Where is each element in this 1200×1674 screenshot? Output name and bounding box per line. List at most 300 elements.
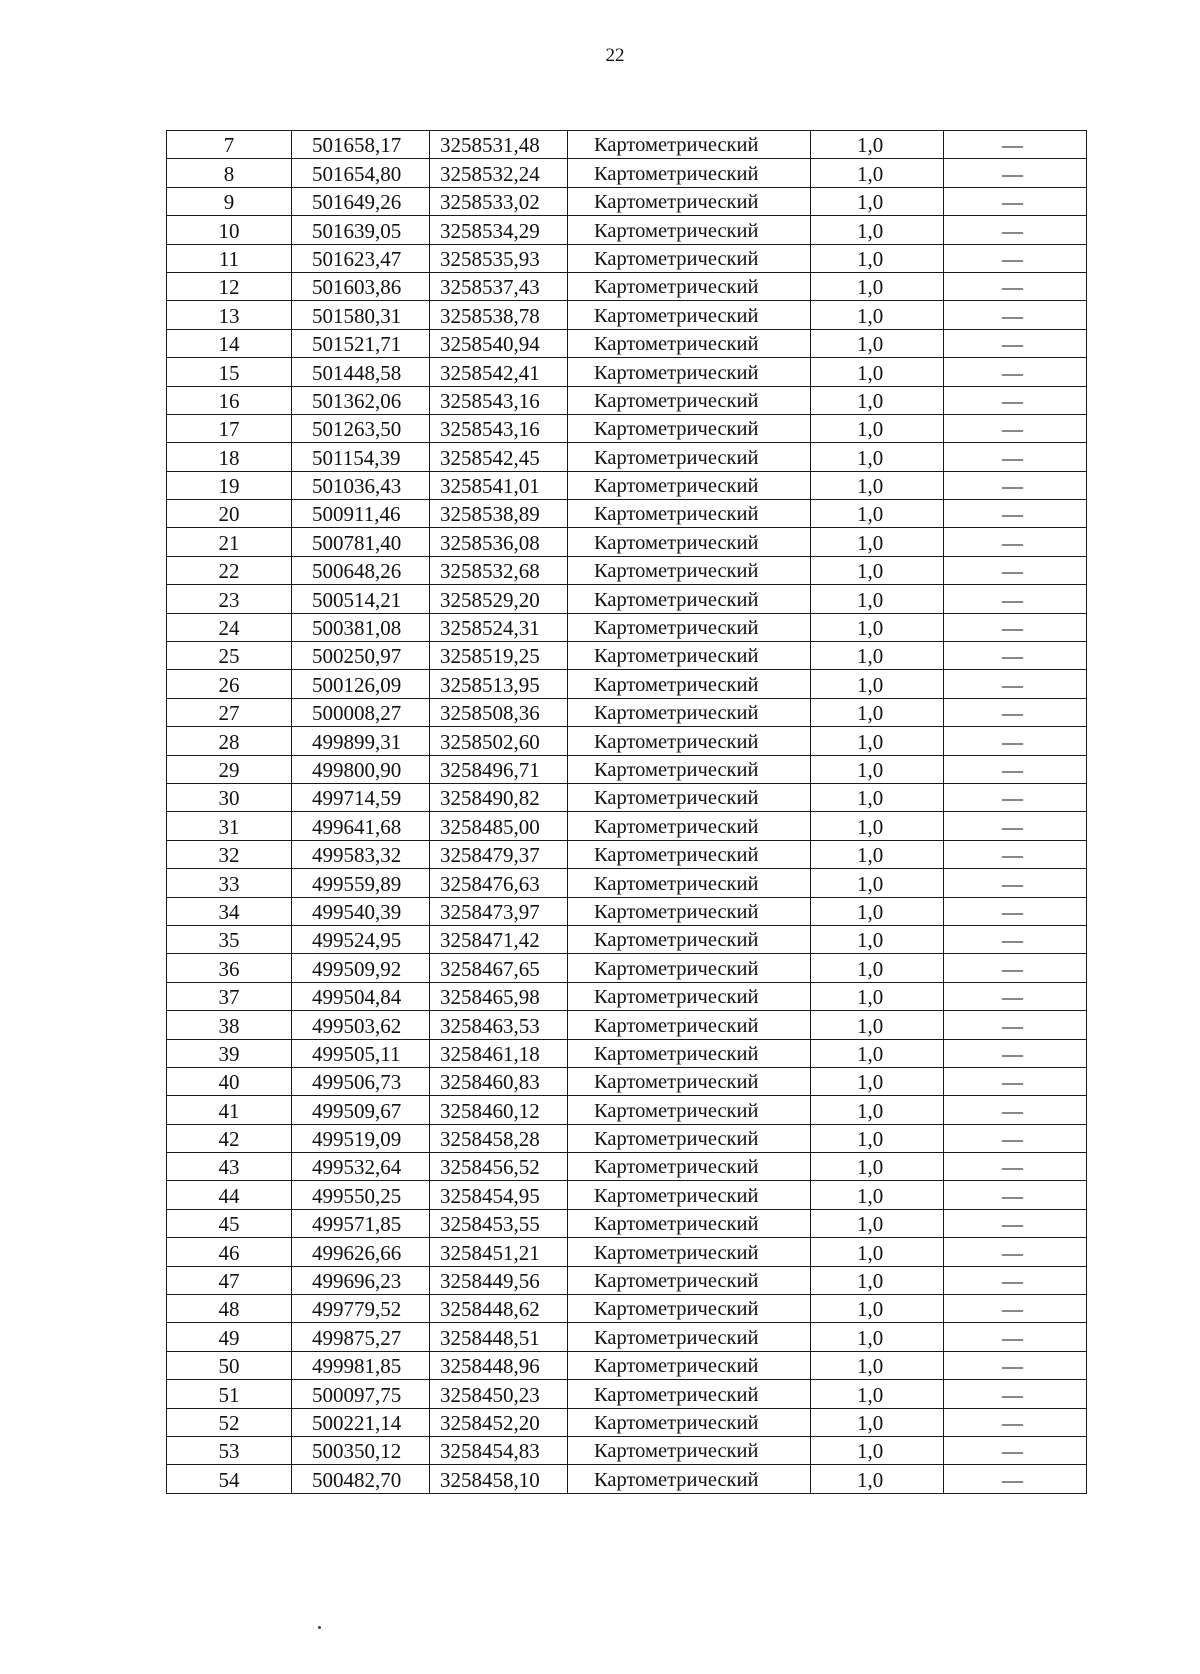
cell-coordinate-y: 3258449,56 <box>430 1266 568 1294</box>
cell-coordinate-y: 3258473,97 <box>430 897 568 925</box>
cell-accuracy: 1,0 <box>811 585 944 613</box>
cell-method: Картометрический <box>568 500 811 528</box>
cell-accuracy: 1,0 <box>811 1011 944 1039</box>
cell-point-number: 13 <box>167 301 292 329</box>
cell-method: Картометрический <box>568 414 811 442</box>
cell-point-number: 18 <box>167 443 292 471</box>
cell-coordinate-y: 3258531,48 <box>430 131 568 159</box>
table-row <box>167 982 1087 1010</box>
cell-coordinate-y: 3258460,83 <box>430 1067 568 1095</box>
cell-coordinate-x: 500221,14 <box>292 1408 430 1436</box>
cell-point-number: 46 <box>167 1238 292 1266</box>
table-row <box>167 642 1087 670</box>
table-row <box>167 1295 1087 1323</box>
table-row <box>167 670 1087 698</box>
cell-coordinate-x: 499875,27 <box>292 1323 430 1351</box>
cell-accuracy: 1,0 <box>811 670 944 698</box>
coordinates-table-body <box>167 131 1087 1494</box>
table-row <box>167 1436 1087 1464</box>
table-row <box>167 1011 1087 1039</box>
table-row <box>167 244 1087 272</box>
table-row <box>167 1266 1087 1294</box>
cell-description: — <box>944 642 1087 670</box>
cell-description: — <box>944 1238 1087 1266</box>
cell-description: — <box>944 1124 1087 1152</box>
cell-accuracy: 1,0 <box>811 1039 944 1067</box>
cell-point-number: 39 <box>167 1039 292 1067</box>
cell-coordinate-y: 3258471,42 <box>430 925 568 953</box>
cell-coordinate-y: 3258452,20 <box>430 1408 568 1436</box>
cell-accuracy: 1,0 <box>811 1238 944 1266</box>
cell-point-number: 41 <box>167 1096 292 1124</box>
cell-accuracy: 1,0 <box>811 1209 944 1237</box>
cell-point-number: 14 <box>167 329 292 357</box>
cell-accuracy: 1,0 <box>811 1295 944 1323</box>
cell-point-number: 9 <box>167 187 292 215</box>
cell-coordinate-x: 501649,26 <box>292 187 430 215</box>
cell-description: — <box>944 500 1087 528</box>
cell-coordinate-x: 501448,58 <box>292 358 430 386</box>
cell-coordinate-y: 3258490,82 <box>430 783 568 811</box>
cell-point-number: 47 <box>167 1266 292 1294</box>
cell-accuracy: 1,0 <box>811 897 944 925</box>
cell-method: Картометрический <box>568 1039 811 1067</box>
table-row <box>167 1323 1087 1351</box>
cell-coordinate-y: 3258450,23 <box>430 1380 568 1408</box>
cell-point-number: 16 <box>167 386 292 414</box>
table-row <box>167 727 1087 755</box>
cell-point-number: 34 <box>167 897 292 925</box>
cell-accuracy: 1,0 <box>811 216 944 244</box>
cell-description: — <box>944 840 1087 868</box>
cell-description: — <box>944 1067 1087 1095</box>
table-row <box>167 1209 1087 1237</box>
cell-method: Картометрический <box>568 1067 811 1095</box>
coordinates-table <box>166 130 1087 1494</box>
cell-description: — <box>944 954 1087 982</box>
cell-point-number: 19 <box>167 471 292 499</box>
cell-description: — <box>944 1011 1087 1039</box>
table-row <box>167 358 1087 386</box>
cell-coordinate-x: 501521,71 <box>292 329 430 357</box>
cell-method: Картометрический <box>568 1096 811 1124</box>
cell-coordinate-y: 3258519,25 <box>430 642 568 670</box>
cell-description: — <box>944 471 1087 499</box>
cell-description: — <box>944 1153 1087 1181</box>
cell-accuracy: 1,0 <box>811 301 944 329</box>
cell-coordinate-y: 3258540,94 <box>430 329 568 357</box>
cell-coordinate-x: 500381,08 <box>292 613 430 641</box>
table-row <box>167 414 1087 442</box>
cell-accuracy: 1,0 <box>811 613 944 641</box>
cell-point-number: 21 <box>167 528 292 556</box>
cell-coordinate-x: 499504,84 <box>292 982 430 1010</box>
cell-coordinate-x: 499532,64 <box>292 1153 430 1181</box>
cell-method: Картометрический <box>568 131 811 159</box>
cell-method: Картометрический <box>568 187 811 215</box>
cell-description: — <box>944 244 1087 272</box>
table-row <box>167 301 1087 329</box>
cell-point-number: 24 <box>167 613 292 641</box>
cell-description: — <box>944 131 1087 159</box>
cell-point-number: 15 <box>167 358 292 386</box>
table-row <box>167 556 1087 584</box>
cell-description: — <box>944 386 1087 414</box>
cell-coordinate-y: 3258476,63 <box>430 869 568 897</box>
cell-description: — <box>944 1096 1087 1124</box>
cell-coordinate-x: 499559,89 <box>292 869 430 897</box>
cell-accuracy: 1,0 <box>811 925 944 953</box>
cell-description: — <box>944 301 1087 329</box>
cell-coordinate-x: 499571,85 <box>292 1209 430 1237</box>
cell-point-number: 11 <box>167 244 292 272</box>
table-row <box>167 471 1087 499</box>
cell-description: — <box>944 670 1087 698</box>
cell-coordinate-x: 500648,26 <box>292 556 430 584</box>
cell-accuracy: 1,0 <box>811 244 944 272</box>
cell-coordinate-y: 3258456,52 <box>430 1153 568 1181</box>
cell-method: Картометрический <box>568 1238 811 1266</box>
cell-accuracy: 1,0 <box>811 812 944 840</box>
cell-accuracy: 1,0 <box>811 1465 944 1493</box>
cell-description: — <box>944 1465 1087 1493</box>
cell-coordinate-x: 500482,70 <box>292 1465 430 1493</box>
table-row <box>167 131 1087 159</box>
cell-accuracy: 1,0 <box>811 272 944 300</box>
cell-description: — <box>944 159 1087 187</box>
table-row <box>167 869 1087 897</box>
table-row <box>167 1153 1087 1181</box>
cell-method: Картометрический <box>568 1408 811 1436</box>
cell-method: Картометрический <box>568 698 811 726</box>
cell-method: Картометрический <box>568 982 811 1010</box>
cell-coordinate-x: 500350,12 <box>292 1436 430 1464</box>
cell-method: Картометрический <box>568 1380 811 1408</box>
cell-method: Картометрический <box>568 1153 811 1181</box>
cell-description: — <box>944 414 1087 442</box>
table-row <box>167 443 1087 471</box>
cell-coordinate-y: 3258535,93 <box>430 244 568 272</box>
cell-method: Картометрический <box>568 642 811 670</box>
cell-accuracy: 1,0 <box>811 840 944 868</box>
cell-method: Картометрический <box>568 840 811 868</box>
cell-coordinate-x: 499626,66 <box>292 1238 430 1266</box>
cell-accuracy: 1,0 <box>811 414 944 442</box>
cell-coordinate-y: 3258508,36 <box>430 698 568 726</box>
cell-point-number: 8 <box>167 159 292 187</box>
cell-description: — <box>944 329 1087 357</box>
cell-method: Картометрический <box>568 897 811 925</box>
cell-accuracy: 1,0 <box>811 1124 944 1152</box>
cell-coordinate-y: 3258458,10 <box>430 1465 568 1493</box>
cell-method: Картометрический <box>568 1124 811 1152</box>
cell-coordinate-y: 3258485,00 <box>430 812 568 840</box>
cell-point-number: 22 <box>167 556 292 584</box>
cell-coordinate-y: 3258453,55 <box>430 1209 568 1237</box>
cell-description: — <box>944 727 1087 755</box>
cell-accuracy: 1,0 <box>811 528 944 556</box>
cell-coordinate-y: 3258451,21 <box>430 1238 568 1266</box>
cell-accuracy: 1,0 <box>811 783 944 811</box>
cell-description: — <box>944 187 1087 215</box>
table-row <box>167 755 1087 783</box>
cell-coordinate-y: 3258529,20 <box>430 585 568 613</box>
cell-coordinate-x: 499899,31 <box>292 727 430 755</box>
cell-coordinate-x: 499524,95 <box>292 925 430 953</box>
table-row <box>167 1181 1087 1209</box>
table-row <box>167 1067 1087 1095</box>
table-row <box>167 925 1087 953</box>
table-row <box>167 1380 1087 1408</box>
cell-method: Картометрический <box>568 244 811 272</box>
cell-accuracy: 1,0 <box>811 1351 944 1379</box>
table-row <box>167 1465 1087 1493</box>
cell-description: — <box>944 358 1087 386</box>
cell-method: Картометрический <box>568 1323 811 1351</box>
cell-description: — <box>944 812 1087 840</box>
cell-coordinate-y: 3258538,89 <box>430 500 568 528</box>
table-row <box>167 812 1087 840</box>
cell-accuracy: 1,0 <box>811 187 944 215</box>
cell-coordinate-y: 3258458,28 <box>430 1124 568 1152</box>
cell-coordinate-x: 499509,92 <box>292 954 430 982</box>
cell-point-number: 50 <box>167 1351 292 1379</box>
cell-description: — <box>944 1436 1087 1464</box>
cell-coordinate-x: 499503,62 <box>292 1011 430 1039</box>
cell-description: — <box>944 1323 1087 1351</box>
cell-coordinate-x: 501263,50 <box>292 414 430 442</box>
cell-accuracy: 1,0 <box>811 1266 944 1294</box>
cell-point-number: 32 <box>167 840 292 868</box>
cell-coordinate-x: 499641,68 <box>292 812 430 840</box>
cell-coordinate-y: 3258463,53 <box>430 1011 568 1039</box>
cell-coordinate-x: 499696,23 <box>292 1266 430 1294</box>
cell-coordinate-y: 3258479,37 <box>430 840 568 868</box>
cell-description: — <box>944 982 1087 1010</box>
cell-coordinate-x: 499714,59 <box>292 783 430 811</box>
cell-coordinate-x: 501154,39 <box>292 443 430 471</box>
table-row <box>167 329 1087 357</box>
cell-coordinate-y: 3258534,29 <box>430 216 568 244</box>
cell-coordinate-y: 3258454,83 <box>430 1436 568 1464</box>
cell-method: Картометрический <box>568 386 811 414</box>
cell-point-number: 36 <box>167 954 292 982</box>
cell-method: Картометрический <box>568 301 811 329</box>
cell-description: — <box>944 613 1087 641</box>
cell-point-number: 51 <box>167 1380 292 1408</box>
cell-coordinate-x: 499519,09 <box>292 1124 430 1152</box>
cell-coordinate-x: 501036,43 <box>292 471 430 499</box>
cell-coordinate-y: 3258454,95 <box>430 1181 568 1209</box>
table-row <box>167 1408 1087 1436</box>
cell-point-number: 40 <box>167 1067 292 1095</box>
cell-method: Картометрический <box>568 727 811 755</box>
cell-description: — <box>944 272 1087 300</box>
stray-dot-mark <box>318 1626 321 1629</box>
cell-coordinate-x: 500008,27 <box>292 698 430 726</box>
cell-coordinate-y: 3258543,16 <box>430 414 568 442</box>
cell-coordinate-x: 499540,39 <box>292 897 430 925</box>
cell-point-number: 37 <box>167 982 292 1010</box>
cell-description: — <box>944 1295 1087 1323</box>
cell-coordinate-y: 3258532,24 <box>430 159 568 187</box>
cell-accuracy: 1,0 <box>811 386 944 414</box>
cell-coordinate-y: 3258542,41 <box>430 358 568 386</box>
table-row <box>167 840 1087 868</box>
cell-coordinate-x: 500911,46 <box>292 500 430 528</box>
cell-accuracy: 1,0 <box>811 1153 944 1181</box>
cell-method: Картометрический <box>568 272 811 300</box>
cell-coordinate-x: 499981,85 <box>292 1351 430 1379</box>
cell-coordinate-y: 3258543,16 <box>430 386 568 414</box>
cell-coordinate-x: 501654,80 <box>292 159 430 187</box>
cell-point-number: 42 <box>167 1124 292 1152</box>
cell-coordinate-x: 501623,47 <box>292 244 430 272</box>
cell-point-number: 45 <box>167 1209 292 1237</box>
cell-point-number: 48 <box>167 1295 292 1323</box>
cell-coordinate-y: 3258538,78 <box>430 301 568 329</box>
cell-description: — <box>944 755 1087 783</box>
cell-method: Картометрический <box>568 1011 811 1039</box>
cell-coordinate-x: 501658,17 <box>292 131 430 159</box>
cell-accuracy: 1,0 <box>811 358 944 386</box>
table-row <box>167 1096 1087 1124</box>
cell-point-number: 30 <box>167 783 292 811</box>
cell-coordinate-x: 499506,73 <box>292 1067 430 1095</box>
cell-accuracy: 1,0 <box>811 443 944 471</box>
cell-description: — <box>944 698 1087 726</box>
table-row <box>167 159 1087 187</box>
cell-point-number: 52 <box>167 1408 292 1436</box>
cell-coordinate-y: 3258536,08 <box>430 528 568 556</box>
cell-accuracy: 1,0 <box>811 642 944 670</box>
cell-point-number: 23 <box>167 585 292 613</box>
cell-point-number: 43 <box>167 1153 292 1181</box>
cell-point-number: 29 <box>167 755 292 783</box>
cell-method: Картометрический <box>568 329 811 357</box>
cell-method: Картометрический <box>568 556 811 584</box>
cell-method: Картометрический <box>568 1351 811 1379</box>
cell-description: — <box>944 556 1087 584</box>
cell-method: Картометрический <box>568 1465 811 1493</box>
cell-method: Картометрический <box>568 954 811 982</box>
cell-description: — <box>944 1266 1087 1294</box>
cell-coordinate-x: 499583,32 <box>292 840 430 868</box>
cell-point-number: 38 <box>167 1011 292 1039</box>
cell-method: Картометрический <box>568 613 811 641</box>
cell-point-number: 49 <box>167 1323 292 1351</box>
cell-coordinate-y: 3258448,51 <box>430 1323 568 1351</box>
cell-accuracy: 1,0 <box>811 556 944 584</box>
cell-description: — <box>944 1039 1087 1067</box>
cell-coordinate-y: 3258541,01 <box>430 471 568 499</box>
cell-coordinate-x: 501603,86 <box>292 272 430 300</box>
table-row <box>167 1039 1087 1067</box>
cell-method: Картометрический <box>568 471 811 499</box>
cell-accuracy: 1,0 <box>811 500 944 528</box>
page-number: 22 <box>605 45 625 66</box>
cell-coordinate-y: 3258513,95 <box>430 670 568 698</box>
cell-method: Картометрический <box>568 1295 811 1323</box>
cell-description: — <box>944 1209 1087 1237</box>
cell-accuracy: 1,0 <box>811 1067 944 1095</box>
cell-method: Картометрический <box>568 1181 811 1209</box>
cell-accuracy: 1,0 <box>811 329 944 357</box>
table-row <box>167 783 1087 811</box>
table-row <box>167 585 1087 613</box>
cell-method: Картометрический <box>568 585 811 613</box>
cell-accuracy: 1,0 <box>811 755 944 783</box>
cell-point-number: 54 <box>167 1465 292 1493</box>
cell-coordinate-x: 500781,40 <box>292 528 430 556</box>
cell-accuracy: 1,0 <box>811 982 944 1010</box>
cell-coordinate-x: 501639,05 <box>292 216 430 244</box>
cell-description: — <box>944 1380 1087 1408</box>
table-row <box>167 386 1087 414</box>
cell-point-number: 27 <box>167 698 292 726</box>
cell-point-number: 10 <box>167 216 292 244</box>
cell-method: Картометрический <box>568 812 811 840</box>
cell-coordinate-y: 3258524,31 <box>430 613 568 641</box>
cell-coordinate-x: 499505,11 <box>292 1039 430 1067</box>
cell-point-number: 17 <box>167 414 292 442</box>
cell-point-number: 25 <box>167 642 292 670</box>
table-row <box>167 500 1087 528</box>
cell-accuracy: 1,0 <box>811 1096 944 1124</box>
cell-point-number: 12 <box>167 272 292 300</box>
cell-method: Картометрический <box>568 1266 811 1294</box>
cell-coordinate-x: 499509,67 <box>292 1096 430 1124</box>
cell-description: — <box>944 1351 1087 1379</box>
cell-coordinate-y: 3258533,02 <box>430 187 568 215</box>
cell-method: Картометрический <box>568 358 811 386</box>
cell-coordinate-y: 3258542,45 <box>430 443 568 471</box>
table-row <box>167 528 1087 556</box>
cell-coordinate-x: 500250,97 <box>292 642 430 670</box>
cell-point-number: 7 <box>167 131 292 159</box>
cell-description: — <box>944 216 1087 244</box>
cell-coordinate-y: 3258465,98 <box>430 982 568 1010</box>
cell-point-number: 26 <box>167 670 292 698</box>
table-row <box>167 272 1087 300</box>
cell-description: — <box>944 869 1087 897</box>
cell-description: — <box>944 443 1087 471</box>
cell-method: Картометрический <box>568 1436 811 1464</box>
cell-accuracy: 1,0 <box>811 869 944 897</box>
cell-coordinate-y: 3258532,68 <box>430 556 568 584</box>
cell-accuracy: 1,0 <box>811 1408 944 1436</box>
cell-method: Картометрический <box>568 869 811 897</box>
cell-method: Картометрический <box>568 755 811 783</box>
table-row <box>167 954 1087 982</box>
cell-coordinate-y: 3258448,62 <box>430 1295 568 1323</box>
cell-accuracy: 1,0 <box>811 1181 944 1209</box>
table-row <box>167 1238 1087 1266</box>
cell-point-number: 20 <box>167 500 292 528</box>
cell-description: — <box>944 783 1087 811</box>
cell-coordinate-x: 499800,90 <box>292 755 430 783</box>
cell-coordinate-x: 500097,75 <box>292 1380 430 1408</box>
cell-description: — <box>944 585 1087 613</box>
cell-point-number: 31 <box>167 812 292 840</box>
table-row <box>167 1124 1087 1152</box>
cell-coordinate-y: 3258460,12 <box>430 1096 568 1124</box>
cell-accuracy: 1,0 <box>811 954 944 982</box>
cell-coordinate-y: 3258537,43 <box>430 272 568 300</box>
table-row <box>167 897 1087 925</box>
cell-method: Картометрический <box>568 925 811 953</box>
cell-coordinate-x: 499550,25 <box>292 1181 430 1209</box>
